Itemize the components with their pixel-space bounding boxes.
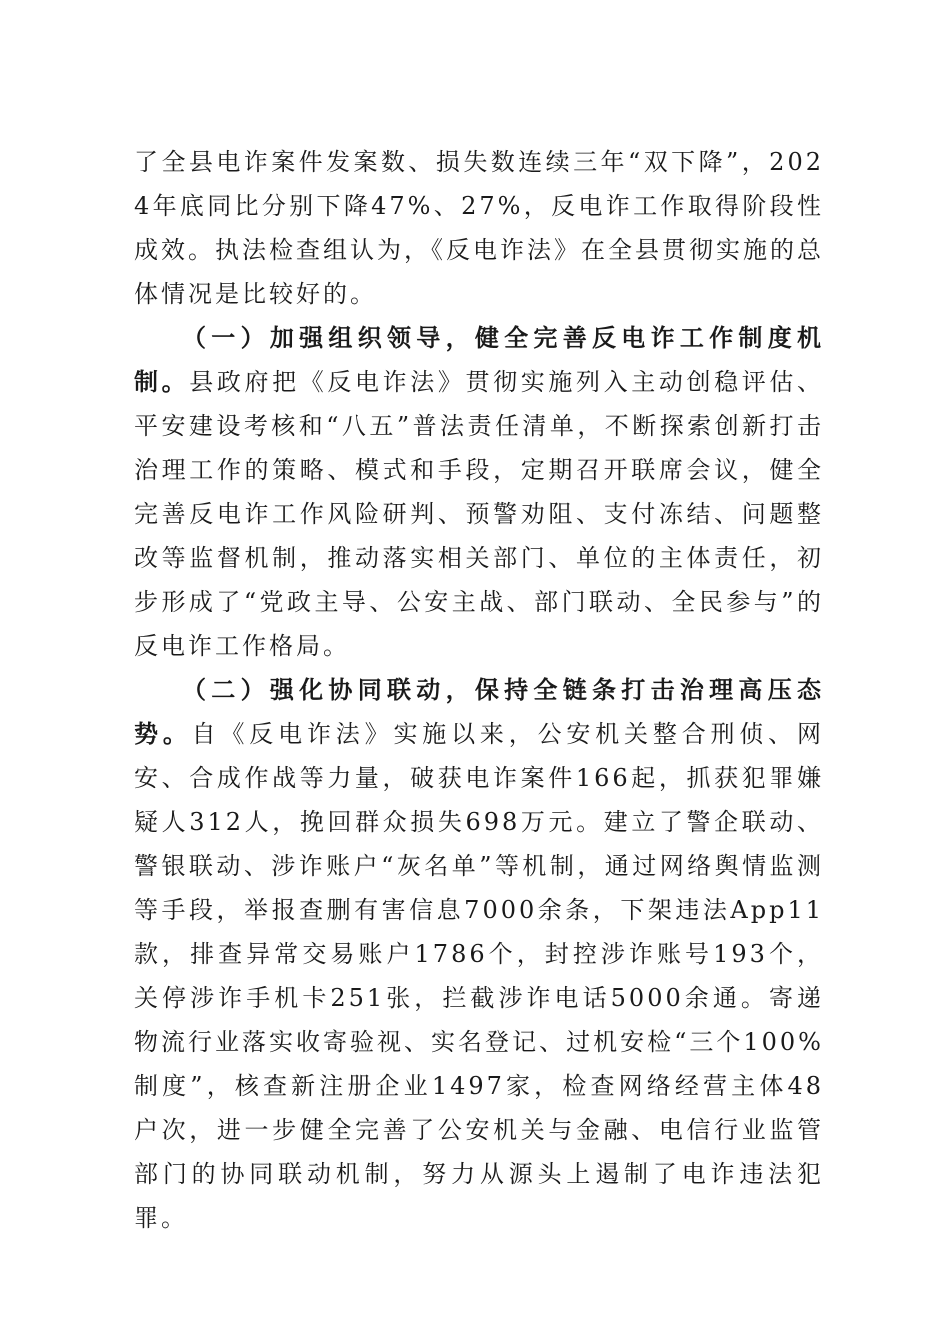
section-heading: （一）加强组织领导，健全完善反电诈工作制度机制。	[134, 323, 824, 396]
paragraph-continuation	[134, 140, 824, 316]
paragraph-text: 自《反电诈法》实施以来，公安机关整合刑侦、网安、合成作战等力量，破获电诈案件166起，抓获犯罪嫌疑人312人，挽回群众损失698万元。建立了警企联动、警银联动、涉诈账户“灰名单”等机制，通过网络舆情监测等手段，举报查删有害信息7000余条，下架违法App11款，排查异常交易账户1786个，封控涉诈账号193个，关停涉诈手机卡251张，拦截涉诈电话5000余通。寄递物流行业落实收寄验视、实名登记、过机安检“三个100%制度”，核查新注册企业1497家，检查网络经营主体48户次，进一步健全完善了公安机关与金融、电信行业监管部门的协同联动机制，努力从源头上遏制了电诈违法犯罪。	[134, 720, 825, 1232]
paragraph-section-2	[134, 668, 824, 1240]
paragraph-section-1	[134, 316, 824, 668]
paragraph-text: 了全县电诈案件发案数、损失数连续三年“双下降”，2024年底同比分别下降47%、27%，反电诈工作取得阶段性成效。执法检查组认为，《反电诈法》在全县贯彻实施的总体情况是比较好的。	[134, 148, 824, 308]
document-body	[134, 140, 824, 1240]
section-heading: （二）强化协同联动，保持全链条打击治理高压态势。	[134, 675, 824, 748]
paragraph-text: 县政府把《反电诈法》贯彻实施列入主动创稳评估、平安建设考核和“八五”普法责任清单，不断探索创新打击治理工作的策略、模式和手段，定期召开联席会议，健全完善反电诈工作风险研判、预警劝阻、支付冻结、问题整改等监督机制，推动落实相关部门、单位的主体责任，初步形成了“党政主导、公安主战、部门联动、全民参与”的反电诈工作格局。	[134, 368, 824, 660]
